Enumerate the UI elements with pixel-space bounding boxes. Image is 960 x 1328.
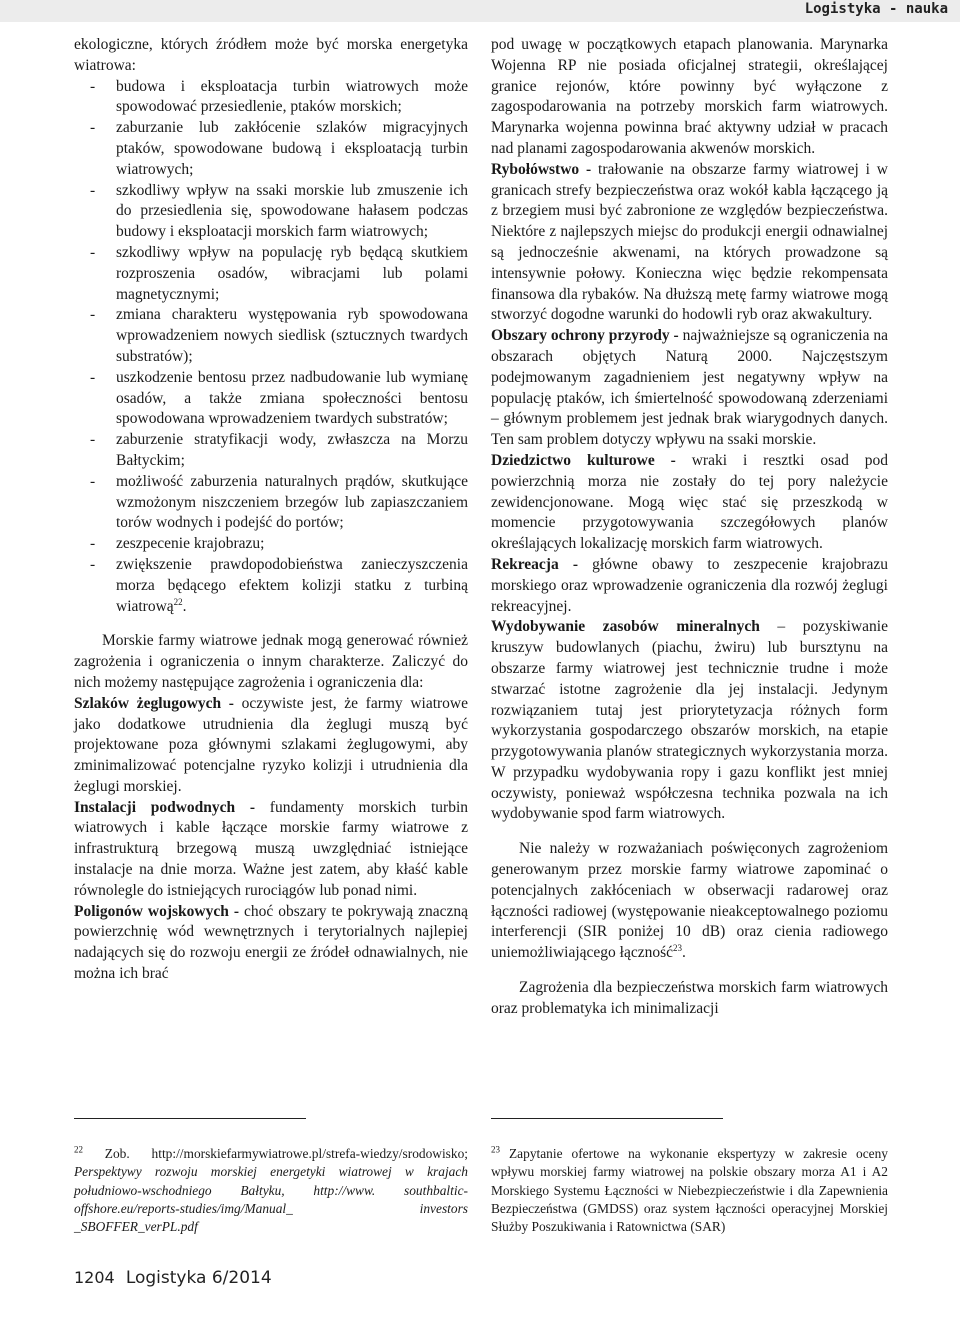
footnote-ref-23[interactable]: 23 [673,943,683,954]
heading-military-areas: Poligonów wojskowych - [74,902,240,920]
footnote-divider-right [491,1118,723,1119]
header-bar [0,0,960,22]
list-item: - budowa i eksploatacja turbin wiatrowych może spowodować przesiedlenie, ptaków morskich; [90,77,468,116]
heading-nature-protection: Obszary ochrony przyrody - [491,327,679,345]
footnote-number: 23 [491,1144,500,1155]
footnote-ref-22[interactable]: 22 [173,596,183,607]
page-footer [74,1268,272,1288]
right-column [491,35,888,1020]
paragraph-threats-intro: Morskie farmy wiatrowe jednak mogą generować również zagrożenia i ograniczenia o innym charakterze. Zaliczyć do nich możemy następujące zagrożenia i ograniczenia dla: [74,632,468,691]
footnote-22: $^{22}$ Zob. http://morskiefarmywiatrowe.pl/strefa-wiedzy/srodowisko; Perspektywy rozwoju morskiej energetyki wiatrowej w krajach południowo-wschodniego Bałtyku, http://www. southbaltic-offshore.eu/reports-studies/img/Manual_ investors _SBOFFER_verPL.pdf [74,1144,468,1235]
list-item: - zmiana charakteru występowania ryb spowodowana wprowadzeniem nowych siedlisk (sztucznych twardych substratów); [90,306,468,365]
journal-issue: Logistyka 6/2014 [125,1268,272,1288]
list-item: - zaburzanie lub zakłócenie szlaków migracyjnych ptaków, spowodowane budową i eksploatacją turbin wiatrowych; [90,119,468,178]
list-item: - możliwość zaburzenia naturalnych prądów, skutkujące wzmożonym niszczeniem brzegów lub zapiaszczaniem torów wodnych i podejść do portów; [90,472,468,532]
intro-paragraph: ekologiczne, których źródłem może być morska energetyka wiatrowa: [74,36,468,74]
paragraph-safety-threats: Zagrożenia dla bezpieczeństwa morskich farm wiatrowych oraz problematyka ich minimalizacji [491,979,888,1017]
paragraph-recreation: Rekreacja - główne obawy to zeszpecenie krajobrazu morskiego oraz wprowadzenie ograniczenia dla rozwój żeglugi rekreacyjnej. [491,555,888,615]
paragraph-cultural-heritage: Dziedzictwo kulturowe - wraki i resztki osad pod powierzchnią morza nie zostały do tej pory należycie zewidencjonowane. Mogą więc stać się przeszkodą w momencie przygotowywania szczegółowych planów określających lokalizację morskich farm wiatrowych. [491,451,888,553]
left-column [74,35,468,985]
list-item: - zwiększenie prawdopodobieństwa zanieczyszczenia morza będącego efektem kolizji statku z turbiną wiatrową$^{22}$. [90,555,468,615]
footnote-23: $^{23}$ Zapytanie ofertowe na wykonanie ekspertyzy w zakresie oceny wpływu morskiej farmy wiatrowej na polskie obszary morza A1 i A2 Morskiego Systemu Łączności w Niebezpieczeństwie i dla Zapewnienia Bezpieczeństwa (GMDSS) oraz system łączności operacyjnej Morskiej Służby Poszukiwania i Ratownictwa (SAR) [491,1144,888,1235]
footnote-number: 22 [74,1144,83,1155]
journal-section-title: Logistyka - nauka [804,1,948,17]
heading-cultural-heritage: Dziedzictwo kulturowe - [491,451,676,469]
heading-shipping-lanes: Szlaków żeglugowych - [74,694,234,712]
heading-fishing: Rybołówstwo - [491,160,592,178]
heading-mineral-extraction: Wydobywanie zasobów mineralnych [491,618,760,636]
paragraph-fishing: Rybołówstwo - trałowanie na obszarze farmy wiatrowej i w granicach strefy bezpieczeństwa oraz wokół kabla łączącego ją z brzegiem musi być zabronione ze względów bezpieczeństwa. Niektóre z najlepszych miejsc do produkcji energii odnawialnej są jednocześnie akwenami, na których prowadzone są intensywnie połowy. Konieczna więc będzie rekompensata finansowa dla rybaków. Na dłuższą metę farmy wiatrowe mogą stworzyć dogodne warunki do hodowli ryb oraz akwakultury. [491,160,888,324]
list-item: - zeszpecenie krajobrazu; [90,535,265,553]
list-item: - szkodliwy wpływ na populację ryb będącą skutkiem rozproszenia osadów, wibracjami lub polami magnetycznymi; [90,243,468,303]
list-item: - uszkodzenie bentosu przez nadbudowanie lub wymianę osadów, a także zmiana społeczności bentosu spowodowana wprowadzeniem twardych substratów; [90,368,468,428]
heading-underwater-installations: Instalacji podwodnych - [74,798,256,816]
impact-list [74,77,468,618]
footnote-citation: Perspektywy rozwoju morskiej energetyki wiatrowej w krajach południowo-wschodniego Bałtyku, http://www. southbaltic-offshore.eu/reports-studies/img/Manual_ investors _SBOFFER_verPL.pdf [74,1164,468,1235]
paragraph-mineral-extraction: Wydobywanie zasobów mineralnych – pozyskiwanie kruszyw budowlanych (piachu, żwiru) lub bursztynu na obszarze farmy wiatrowej jest technicznie trudne i może stwarzać istotne zagrożenie dla jej instalacji. Jedynym rozwiązaniem tutaj jest priorytetyzacja różnych form wykorzystania gospodarczego obszarów morskich, na etapie przygotowywania planów strategicznych wykorzystania morza. W przypadku wydobywania ropy i gazu konflikt jest mniej oczywisty, ponieważ współczesna technika pozwala na ich wydobywanie spod farm wiatrowych. [491,618,888,823]
paragraph-military-continued: pod uwagę w początkowych etapach planowania. Marynarka Wojenna RP nie posiada oficjalnej strategii, określającej granice rejonów, które powinny być wyłączone z zagospodarowania na potrzeby morskich farm wiatrowych. Marynarka wojenna powinna brać aktywny udział w pracach nad planami zagospodarowania akwenów morskich. [491,36,888,157]
paragraph-military-areas: Poligonów wojskowych - choć obszary te pokrywają znaczną powierzchnię wód wewnętrznych i terytorialnych najlepiej nadających się do rozwoju energii ze źródeł odnawialnych, nie można ich brać [74,902,468,983]
list-item: - szkodliwy wpływ na ssaki morskie lub zmuszenie ich do przesiedlenia się, spowodowane hałasem podczas budowy i eksploatacji morskich farm wiatrowych; [90,181,468,241]
list-item: - zaburzenie stratyfikacji wody, zwłaszcza na Morzu Bałtyckim; [90,431,468,469]
heading-recreation: Rekreacja - [491,555,579,573]
paragraph-underwater-installations: Instalacji podwodnych - fundamenty morskich turbin wiatrowych i kable łączące morskie farmy wiatrowe z infrastrukturą brzegową muszą uwzględniać istniejące instalacje na dnie morza. Ważne jest zatem, aby kłaść kable równolegle do istniejących rurociągów lub ponad nimi. [74,798,469,899]
paragraph-radar-interference: Nie należy w rozważaniach poświęconych zagrożeniom generowanym przez morskie farmy wiatrowe zapominać o potencjalnych zakłóceniach w obserwacji radarowej oraz łączności radiowej (występowanie nieakceptowalnego poziomu interferencji (SIR poniżej 10 dB) oraz cienia radiowego uniemożliwiającego łączność$^{23}$. [491,840,888,962]
paragraph-shipping-lanes: Szlaków żeglugowych - oczywiste jest, że farmy wiatrowe jako dodatkowe utrudnienia dla żeglugi muszą być projektowane poza głównymi szlakami żeglugowymi, aby zminimalizować potencjalne ryzyko kolizji i utrudnienia dla żeglugi morskiej. [74,694,468,795]
footnote-divider-left [74,1118,306,1119]
paragraph-nature-protection: Obszary ochrony przyrody - najważniejsze są ograniczenia na obszarach objętych Naturą 2000. Najczęstszym podejmowanym zagadnieniem jest negatywny wpływ na populację ptaków, ich śmiertelność spowodowaną zderzeniami – głównym problemem jest jednak brak wiarygodnych danych. Ten sam problem dotyczy wpływu na ssaki morskie. [491,327,889,449]
page-number: 1204 [74,1268,115,1287]
